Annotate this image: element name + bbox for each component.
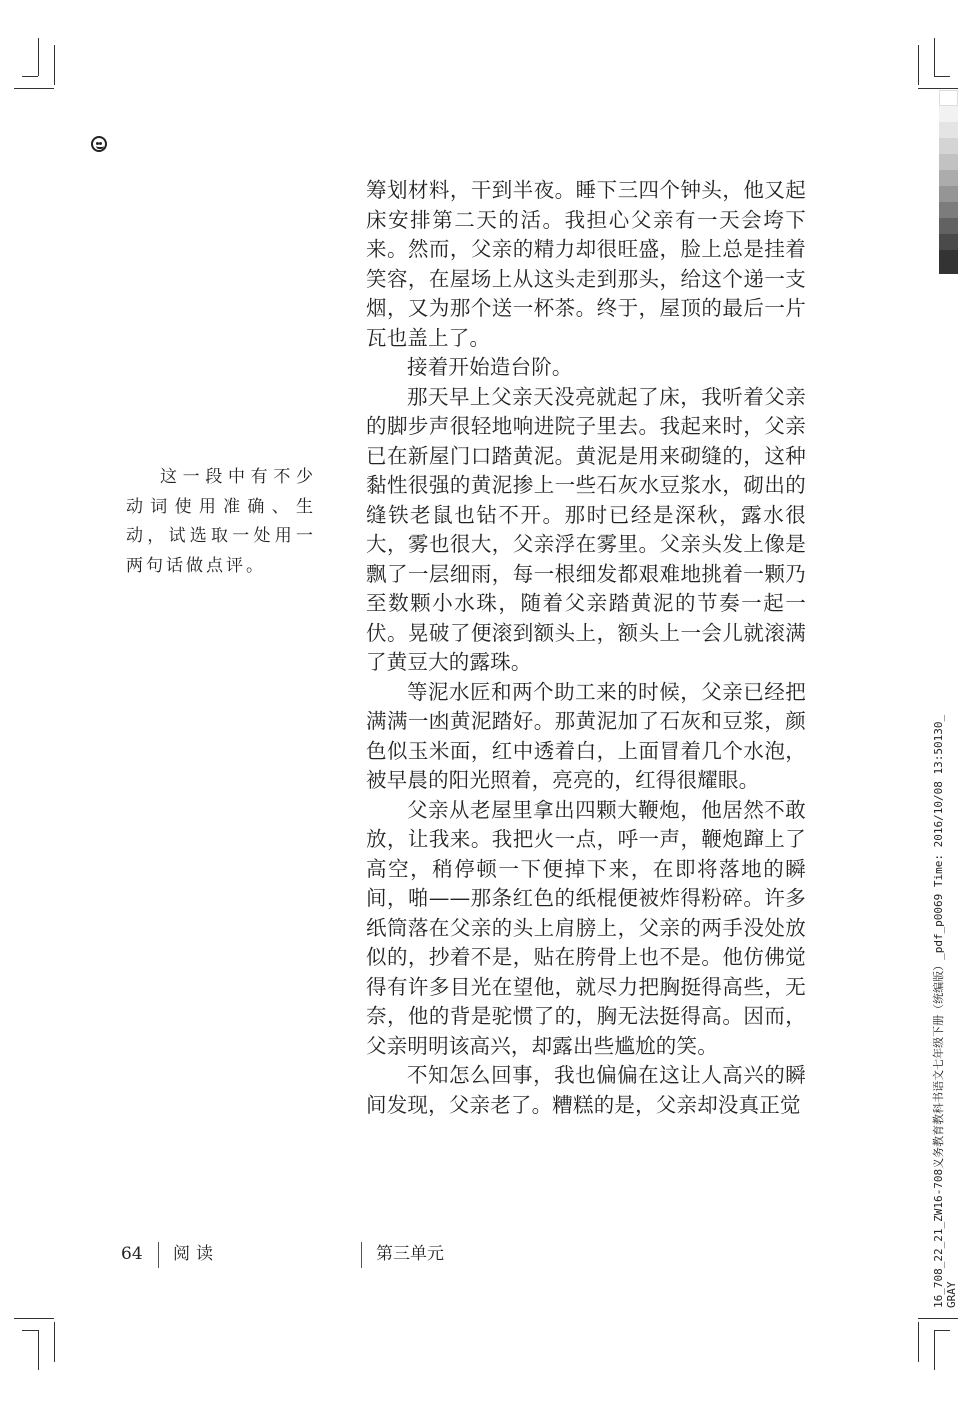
paragraph: 父亲从老屋里拿出四颗大鞭炮，他居然不敢放，让我来。我把火一点，呼一声，鞭炮蹿上了高空，稍停顿一下便掉下来，在即将落地的瞬间，啪——那条红色的纸棍便被炸得粉碎。许多纸筒落在父亲的头上肩膀上，父亲的两手没处放似的，抄着不是，贴在胯骨上也不是。他仿佛觉得有许多目光在望他，就尽力把胸挺得高些，无奈，他的背是驼惯了的，胸无法挺得高。因而，父亲明明该高兴，却露出些尴尬的笑。 [366, 797, 806, 1058]
paragraph: 不知怎么回事，我也偏偏在这让人高兴的瞬间发现，父亲老了。糟糕的是，父亲却没真正觉 [366, 1063, 806, 1117]
crop-mark [38, 1330, 39, 1370]
crop-mark [934, 76, 950, 77]
crop-mark [918, 88, 958, 89]
paragraph: 接着开始造台阶。 [407, 355, 573, 379]
crop-mark [14, 1318, 54, 1319]
footer-divider [361, 1242, 362, 1268]
paragraph: 筹划材料，干到半夜。睡下三四个钟头，他又起床安排第二天的活。我担心父亲有一天会垮下来。然而，父亲的精力却很旺盛，脸上总是挂着笑容，在屋场上从这头走到那头，给这个递一支烟，又为那个送一杯茶。终于，屋顶的最后一片瓦也盖上了。 [366, 178, 806, 350]
smiley-icon [91, 136, 107, 152]
crop-mark [918, 45, 919, 85]
unit-label: 第三单元 [376, 1244, 444, 1264]
crop-mark [54, 45, 55, 85]
crop-mark [934, 1330, 950, 1331]
footer-divider [158, 1242, 159, 1268]
print-stamp-line: 16_708_22_21_ZW16-708义务教育教科书语文七年级下册（统编版）_pdf_p0069 Time: 2016/10/08 13:50130_ [932, 714, 945, 1308]
section-label: 阅读 [173, 1244, 219, 1264]
side-annotation-text: 这一段中有不少动词使用准确、生动，试选取一处用一两句话做点评。 [126, 467, 316, 576]
side-annotation [126, 463, 316, 581]
crop-mark [14, 88, 54, 89]
crop-mark [22, 1330, 38, 1331]
crop-mark [54, 1322, 55, 1362]
crop-mark [918, 1322, 919, 1362]
print-stamp-line: GRAY [945, 1281, 958, 1308]
crop-mark [918, 1318, 958, 1319]
print-stamp [932, 648, 962, 1308]
crop-mark [22, 76, 38, 77]
main-text [366, 176, 806, 1120]
paragraph: 那天早上父亲天没亮就起了床，我听着父亲的脚步声很轻地响进院子里去。我起来时，父亲已在新屋门口踏黄泥。黄泥是用来砌缝的，这种黏性很强的黄泥掺上一些石灰水豆浆水，砌出的缝铁老鼠也钻不开。那时已经是深秋，露水很大，雾也很大，父亲浮在雾里。父亲头发上像是飘了一层细雨，每一根细发都艰难地挑着一颗乃至数颗小水珠，随着父亲踏黄泥的节奏一起一伏。晃破了便滚到额头上，额头上一会儿就滚满了黄豆大的露珠。 [366, 384, 806, 674]
crop-mark [934, 38, 935, 76]
crop-mark [934, 1330, 935, 1370]
crop-mark [38, 38, 39, 76]
paragraph: 等泥水匠和两个助工来的时候，父亲已经把满满一凼黄泥踏好。那黄泥加了石灰和豆浆，颜色似玉米面，红中透着白，上面冒着几个水泡，被早晨的阳光照着，亮亮的，红得很耀眼。 [366, 679, 806, 792]
page-number: 64 [121, 1244, 143, 1264]
